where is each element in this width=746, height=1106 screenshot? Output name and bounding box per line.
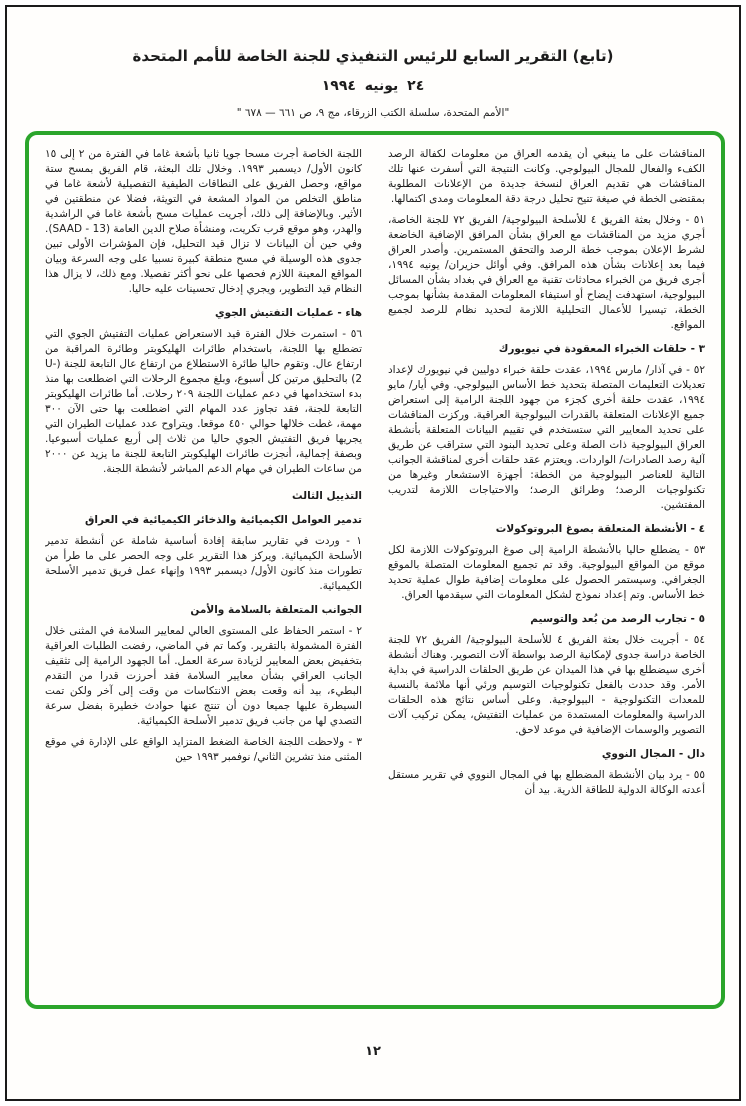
body-paragraph: ٥٦ - استمرت خلال الفترة قيد الاستعراض عمليات التفتيش الجوي التي تضطلع بها اللجنة، باستخدام طائرات الهليكوبتر وطائرة المراقبة من ارتفاع عال. وتقوم حاليا طائرة الاستطلاع من ارتفاع عال التابعة للجنة (U-2) بالتحليق مرتين كل أسبوع، وبلغ مجموع الرحلات التي اضطلعت بها منذ بدء استخدامها في دعم عمليات اللجنة ٢٠٩ رحلات. أما طائرات الهليكوبتر التابعة للجنة، فقد تجاوز عدد المهام التي اضطلعت بها حتى الآن ٣٠٠ مهمة، غطت خلالها حوالي ٤٥٠ موقعا. ويتراوح عدد عمليات الطيران التي يجريها فريق التفتيش الجوي حاليا من ثلاث إلى أربع عمليات أسبوعيا. وبصفة إجمالية، أنجزت طائرات الهليكوبتر التابعة للجنة ما يزيد عن ٢٠٠٠ من ساعات الطيران في مهام الدعم المباشر لأنشطة اللجنة.	[45, 328, 362, 475]
column-left	[45, 147, 362, 993]
document-header	[7, 7, 739, 119]
body-paragraph: اللجنة الخاصة أجرت مسحا جويا ثانيا بأشعة غاما في الفترة من ٢ إلى ١٥ كانون الأول/ ديسمبر ١٩٩٣. وخلال تلك البعثة، قام الفريق بمسح ستة مواقع، وحصل الفريق على النطاقات الطيفية التفصيلية لأشعة غاما في مناطق التخلص من المواد المشعة في التويثة، فضلا عن منطقتين في الأثير. وبالإضافة إلى ذلك، أجريت عمليات مسح بأشعة غاما في الراشدية والهدر، وهو موقع قرب تكريت، ومنشأة صلاح الدين العامة (SAAD - 13). وفي حين أن البيانات لا تزال قيد التحليل، فإن المؤشرات الأولى تبين جدوى هذه الوسيلة في مسح منطقة كبيرة نسبيا على وجه السرعة وبيان المواقع المعينة اللازم فحصها على نحو أكثر تفصيلا. ومع ذلك، لا يزال هذا النظام قيد التطوير، ويجري إدخال تحسينات عليه حاليا.	[45, 148, 362, 295]
section-heading: دال - المجال النووي	[601, 748, 705, 760]
body-paragraph: ٣ - ولاحظت اللجنة الخاصة الضغط المتزايد الواقع على الإدارة في موقع المثنى منذ تشرين الثاني/ نوفمبر ١٩٩٣ حين	[45, 736, 362, 763]
document-title: (تابع) التقرير السابع للرئيس التنفيذي للجنة الخاصة للأمم المتحدة	[132, 47, 614, 65]
section-heading: التذييل الثالث	[292, 490, 362, 502]
document-date: ٢٤ يونيه ١٩٩٤	[321, 78, 425, 94]
section-heading: ٥ - تجارب الرصد من بُعد والتوسيم	[530, 613, 705, 625]
body-paragraph: ٥٤ - أجريت خلال بعثة الفريق ٤ للأسلحة البيولوجية/ الفريق ٧٢ للجنة الخاصة دراسة جدوى لإمكانية الرصد بواسطة آلات التصوير. وهناك أنشطة أخرى سيضطلع بها في هذا الميدان عن طريق الحلقات الدراسية في بداية الأمر. وقد حددت بالفعل تكنولوجيات التوسيم ورئي أنها ملائمة بالنسبة للمعدات التكنولوجية - البيولوجية. وعلى أساس نتائج هذه الحلقات الدراسية والمعلومات المستمدة من عمليات التفتيش، يمكن تركيب آلات التصوير والوسمات الإضافية في موعد لاحق.	[388, 634, 705, 736]
body-paragraph: ٢ - استمر الحفاظ على المستوى العالي لمعايير السلامة في المثنى خلال الفترة المشمولة بالتقرير. وكما تم في الماضي، رفضت الطلبات العراقية بتخفيض بعض المعايير لزيادة سرعة العمل. أما الجهود الرامية إلى تثقيف الجانب العراقي بشأن معايير السلامة فقد أحرزت قدرا من التقدم البطيء، بيد أنه وقعت بعض الانتكاسات من وقت إلى آخر ولكن تمت السيطرة عليها جميعا دون أن تنتج عنها حوادث خطيرة بفضل سرعة التصدي لها من جانب فريق تدمير الأسلحة الكيميائية.	[45, 625, 362, 727]
two-column-layout	[45, 147, 705, 993]
section-heading: الجوانب المتعلقة بالسلامة والأمن	[190, 604, 362, 616]
section-heading: ٣ - حلقات الخبراء المعقودة في نيويورك	[498, 343, 705, 355]
body-paragraph: المناقشات على ما ينبغي أن يقدمه العراق من معلومات لكفالة الرصد الكفء والفعال للمجال البيولوجي. وكانت النتيجة التي أسفرت عنها تلك المناقشات هي تقديم العراق لنسخة جديدة من الإعلانات المطلوبة بمقتضى الخطة في صيغة تتيح تحليل درجة دقة المعلومات ومدى اكتمالها.	[388, 148, 705, 205]
body-paragraph: ١ - وردت في تقارير سابقة إفادة أساسية شاملة عن أنشطة تدمير الأسلحة الكيميائية. ويركز هذا التقرير على وجه الحصر على ما طرأ من تطورات منذ كانون الأول/ ديسمبر ١٩٩٣ وإنهاء عمل فريق تدمير الأسلحة الكيميائية.	[45, 535, 362, 592]
column-right	[388, 147, 705, 993]
body-paragraph: ٥٢ - في آذار/ مارس ١٩٩٤، عقدت حلقة خبراء دوليين في نيويورك لإعداد تعديلات التعليمات المتصلة بتحديد خط الأساس البيولوجي. وفي أيار/ مايو ١٩٩٤، عقدت حلقة أخرى كجزء من جهود اللجنة الرامية إلى استعراض جميع الإعلانات المتعلقة بالقدرات البيولوجية العراقية. وركزت المناقشات على تحديد المعايير التي ستستخدم في تقييم البيانات المتعلقة بأنشطة العراق البيولوجية ذات الصلة وعلى تحديد البنود التي ستراقب عن طريق آلية رصد الصادرات/ الواردات. ويعتزم عقد حلقات أخرى لمناقشة الجوانب التالية للعناصر البيولوجية من الخطة: أجهزة الاستشعار وغيرها من تكنولوجيات الرصد؛ وطرائق الرصد؛ والاحتياجات اللازمة لتدريب المفتشين.	[388, 364, 705, 511]
content-border-box	[25, 131, 725, 1009]
page-footer	[7, 1040, 739, 1059]
body-paragraph: ٥٣ - يضطلع حاليا بالأنشطة الرامية إلى صوغ البروتوكولات اللازمة لكل موقع من المواقع البيولوجية. وقد تم تجميع المعلومات المتصلة بالموقع الجغرافي. وسيستمر الحصول على معلومات إضافية طوال عملية تحديد خط الأساس. وتم إعداد نموذج لشكل المعلومات التي سيقدمها العراق.	[388, 544, 705, 601]
body-paragraph: ٥١ - وخلال بعثة الفريق ٤ للأسلحة البيولوجية/ الفريق ٧٢ للجنة الخاصة، أجري مزيد من المناقشات مع العراق بشأن المرافق الإضافية الخاضعة لشرط الإعلان بموجب خطة الرصد والتحقق المستمرين. وأصدر العراق فيما بعد إعلانات بشأن هذه المرافق. وفي أوائل حزيران/ يونيه ١٩٩٤، أجرى فريق من الخبراء محادثات تقنية مع العراق في بغداد بشأن المسائل البيولوجية، استهدفت إيضاح أو استيفاء المعلومات المقدمة بشأنها بموجب الخطة، تيسيرا للأعمال التحليلية اللازمة لتحديد نظام للرصد لجميع المواقع.	[388, 214, 705, 331]
document-source-citation: "الأمم المتحدة، سلسلة الكتب الزرقاء، مج ٩، ص ٦٦١ — ٦٧٨ "	[236, 107, 510, 119]
section-heading: تدمير العوامل الكيميائية والذخائر الكيميائية في العراق	[85, 514, 362, 526]
section-heading: هاء - عمليات التفتيش الجوي	[215, 307, 362, 319]
document-page-frame	[5, 5, 741, 1101]
section-heading: ٤ - الأنشطة المتعلقة بصوغ البروتوكولات	[495, 523, 705, 535]
page-number: ١٢	[365, 1044, 381, 1059]
body-paragraph: ٥٥ - يرد بيان الأنشطة المضطلع بها في المجال النووي في تقرير مستقل أعدته الوكالة الدولية للطاقة الذرية. بيد أن	[388, 769, 705, 796]
